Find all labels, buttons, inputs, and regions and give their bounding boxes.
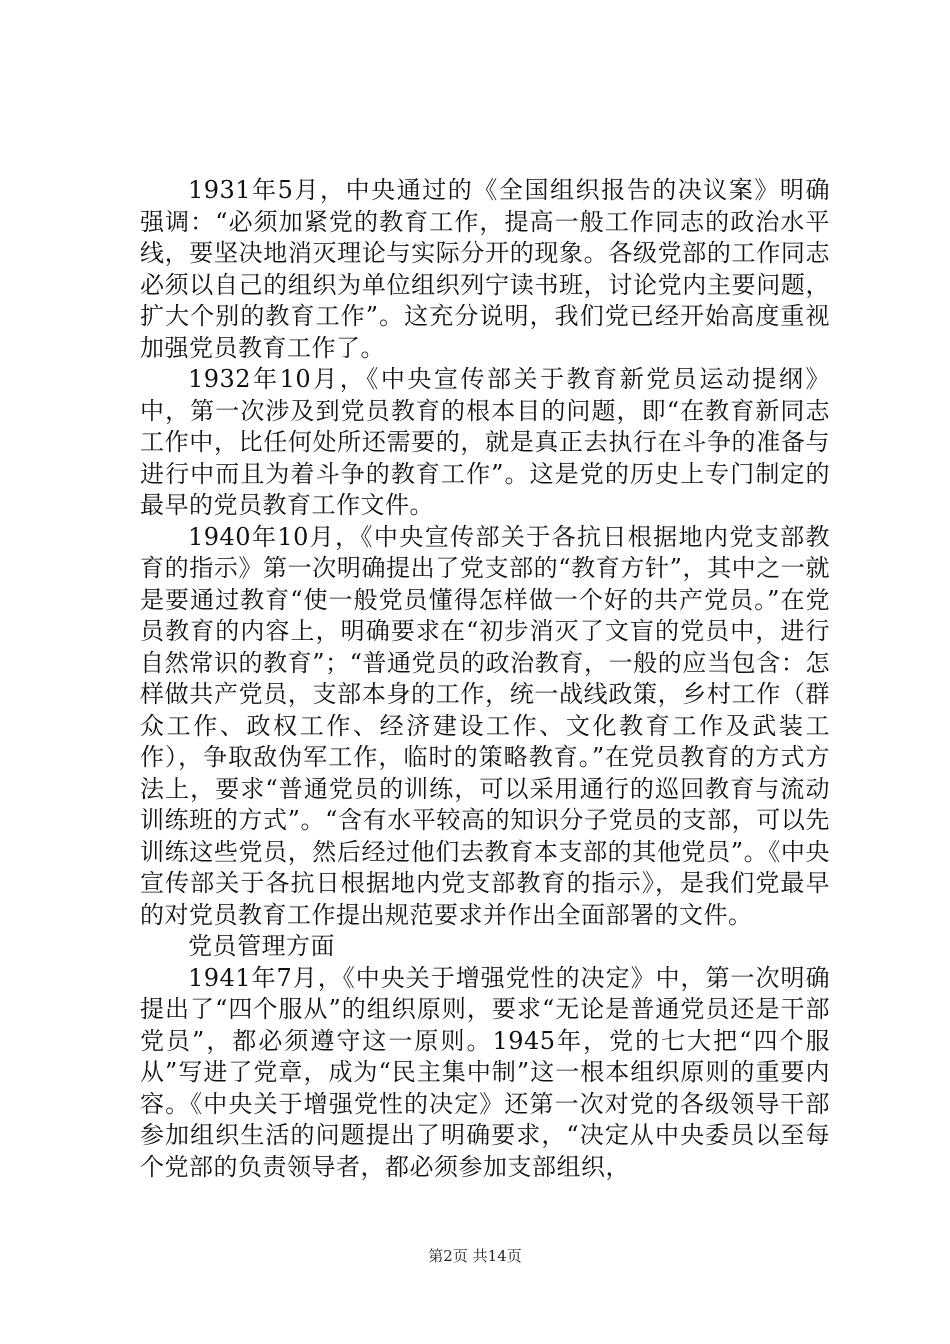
paragraph-1940-branch-education: 1940年10月，《中央宣传部关于各抗日根据地内党支部教育的指示》第一次明确提出了党支部的“教育方针”，其中之一就是要通过教育“使一般党员懂得怎样做一个好的共产党员。”在党员教育的内容上，明确要求在“初步消灭了文盲的党员中，进行自然常识的教育”；“普通党员的政治教育，一般的应当包含：怎样做共产党员，支部本身的工作，统一战线政策，乡村工作（群众工作、政权工作、经济建设工作、文化教育工作及武装工作），争取敌伪军工作，临时的策略教育。”在党员教育的方式方法上，要求“普通党员的训练，可以采用通行的巡回教育与流动训练班的方式”。“含有水平较高的知识分子党员的支部，可以先训练这些党员，然后经过他们去教育本支部的其他党员”。《中央宣传部关于各抗日根据地内党支部教育的指示》，是我们党最早的对党员教育工作提出规范要求并作出全面部署的文件。: [140, 522, 830, 929]
page-footer: 第2页 共14页: [428, 1247, 522, 1265]
section-heading-party-member-management: 党员管理方面: [188, 932, 335, 960]
paragraph-1931-education-resolution: 1931年5月，中央通过的《全国组织报告的决议案》明确强调：“必须加紧党的教育工作，提高一般工作同志的政治水平线，要坚决地消灭理论与实际分开的现象。各级党部的工作同志必须以自己的组织为单位组织列宁读书班，讨论党内主要问题，扩大个别的教育工作”。这充分说明，我们党已经开始高度重视加强党员教育工作了。: [140, 176, 830, 362]
paragraph-1941-party-spirit-decision: 1941年7月，《中央关于增强党性的决定》中，第一次明确提出了“四个服从”的组织原则，要求“无论是普通党员还是干部党员”，都必须遵守这一原则。1945年，党的七大把“四个服从”写进了党章，成为“民主集中制”这一根本组织原则的重要内容。《中央关于增强党性的决定》还第一次对党的各级领导干部参加组织生活的问题提出了明确要求，“决定从中央委员以至每个党部的负责领导者，都必须参加支部组织，: [140, 963, 830, 1181]
paragraph-1932-propaganda-outline: 1932年10月，《中央宣传部关于教育新党员运动提纲》中，第一次涉及到党员教育的根本目的问题，即“在教育新同志工作中，比任何处所还需要的，就是真正去执行在斗争的准备与进行中而且为着斗争的教育工作”。这是党的历史上专门制定的最早的党员教育工作文件。: [140, 365, 830, 519]
document-body: [140, 175, 830, 1183]
